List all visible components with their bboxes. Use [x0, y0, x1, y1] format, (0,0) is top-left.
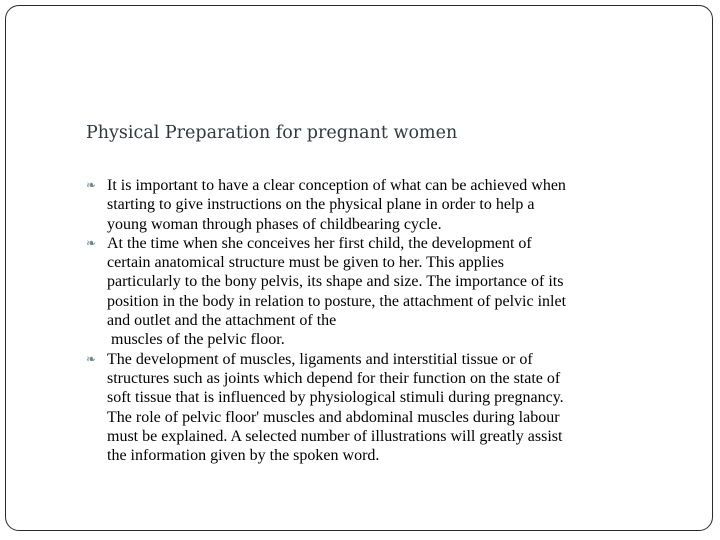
bullet-text-line: young woman through phases of childbearing cycle.	[107, 215, 442, 233]
bullet-text-line: At the time when she conceives her first child, the development of	[107, 234, 532, 252]
bullet-text-line: particularly to the bony pelvis, its shape and size. The importance of its	[107, 273, 564, 291]
bullet-text-line: The development of muscles, ligaments and interstitial tissue or of	[107, 350, 533, 368]
bullet-item	[86, 350, 686, 466]
bullet-text-line: the information given by the spoken word.	[107, 447, 380, 465]
bullet-text-line: position in the body in relation to posture, the attachment of pelvic inlet	[107, 292, 567, 310]
bullet-text-line: The role of pelvic floor' muscles and abdominal muscles during labour	[107, 408, 560, 426]
bullet-text-line: must be explained. A selected number of illustrations will greatly assist	[107, 427, 563, 445]
bullet-text-line: structures such as joints which depend for their function on the state of	[107, 369, 561, 387]
bullet-item	[86, 234, 686, 350]
bullet-text-line: starting to give instructions on the physical plane in order to help a	[107, 196, 535, 214]
bullet-text-line: certain anatomical structure must be given to her. This applies	[107, 254, 504, 272]
bullet-text-line: and outlet and the attachment of the	[107, 312, 337, 330]
slide-frame	[5, 5, 713, 531]
bullet-text-line: muscles of the pelvic floor.	[111, 331, 285, 349]
bullet-item	[86, 176, 686, 234]
bullet-text-line: soft tissue that is influenced by physiological stimuli during pregnancy.	[107, 389, 564, 407]
fleuron-bullet-icon: ❧	[86, 178, 97, 192]
bullet-text-line: It is important to have a clear conception of what can be achieved when	[107, 177, 566, 194]
bullet-list	[86, 176, 686, 465]
fleuron-bullet-icon: ❧	[86, 351, 97, 366]
slide-title: Physical Preparation for pregnant women	[86, 123, 458, 143]
fleuron-bullet-icon: ❧	[86, 235, 97, 250]
